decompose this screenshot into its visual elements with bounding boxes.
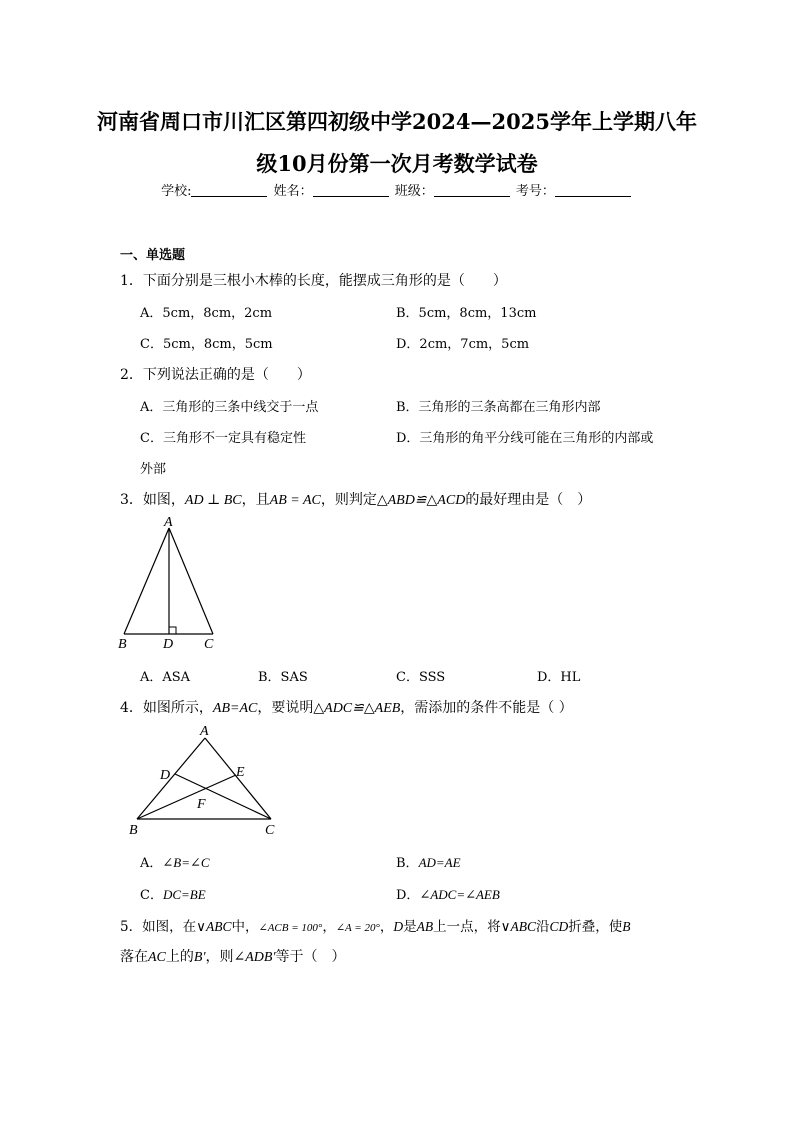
q4-option-d: D．∠ADC=∠AEB — [396, 887, 500, 903]
q4-option-b: B．AD=AE — [396, 855, 461, 871]
q3-stem: 3．如图，AD ⊥ BC，且AB = AC，则判定△ABD≌△ACD的最好理由是（ ） — [120, 492, 592, 508]
q3-option-b: B．SAS — [258, 670, 308, 685]
q2-option-b: B．三角形的三条高都在三角形内部 — [396, 400, 601, 415]
q4-option-c: C．DC=BE — [140, 887, 206, 903]
class-label: 班级： — [394, 184, 434, 199]
q1-option-b: B．5cm，8cm，13cm — [396, 306, 537, 321]
q4-label-b: B — [129, 823, 138, 838]
q5-stem-line2: 落在AC上的B′，则∠ADB′等于（ ） — [120, 949, 346, 965]
q4-option-a: A．∠B=∠C — [140, 855, 210, 871]
q3-label-a: A — [164, 515, 173, 530]
q4-label-a: A — [200, 724, 209, 739]
q3-label-d: D — [163, 637, 174, 652]
name-blank[interactable] — [313, 184, 389, 197]
q2-option-c: C．三角形不一定具有稳定性 — [140, 431, 306, 446]
q4-label-e: E — [236, 765, 245, 780]
q2-stem: 2．下列说法正确的是（ ） — [120, 367, 311, 383]
q4-label-d: D — [160, 768, 171, 783]
q1-option-d: D．2cm，7cm，5cm — [396, 337, 530, 352]
section-heading: 一、单选题 — [120, 248, 186, 263]
school-blank[interactable] — [191, 184, 267, 197]
q2-option-d-line2: 外部 — [140, 462, 167, 477]
number-blank[interactable] — [555, 184, 631, 197]
q4-label-c: C — [265, 823, 275, 838]
q3-label-c: C — [204, 637, 214, 652]
q1-option-a: A．5cm，8cm，2cm — [140, 306, 273, 321]
q4-stem: 4．如图所示，AB=AC，要说明△ADC≌△AEB，需添加的条件不能是（ ） — [120, 700, 573, 716]
q3-option-c: C．SSS — [396, 670, 446, 685]
q5-stem-line1: 5．如图，在∨ABC中，∠ACB = 100°，∠A = 20°，D是AB上一点，将∨ABC沿CD折叠，使B — [120, 919, 631, 935]
school-label: 学校: — [161, 184, 192, 199]
q1-option-c: C．5cm，8cm，5cm — [140, 337, 273, 352]
title-line-2: 级10月份第一次月考数学试卷 — [256, 151, 538, 176]
q1-stem: 1．下面分别是三根小木棒的长度，能摆成三角形的是（ ） — [120, 273, 507, 289]
q3-label-b: B — [118, 637, 127, 652]
q3-option-d: D．HL — [537, 670, 581, 685]
q4-label-f: F — [197, 797, 206, 812]
q2-option-a: A．三角形的三条中线交于一点 — [140, 400, 319, 415]
q2-option-d-line1: D．三角形的角平分线可能在三角形的内部或 — [396, 431, 654, 446]
class-blank[interactable] — [434, 184, 510, 197]
name-label: 姓名： — [273, 184, 313, 199]
q3-option-a: A．ASA — [140, 670, 191, 685]
student-info-line — [0, 180, 794, 199]
title-line-1: 河南省周口市川汇区第四初级中学2024—2025学年上学期八年 — [97, 109, 697, 134]
q4-triangle-figure — [125, 722, 285, 840]
number-label: 考号： — [515, 184, 555, 199]
q3-triangle-figure — [112, 514, 222, 654]
